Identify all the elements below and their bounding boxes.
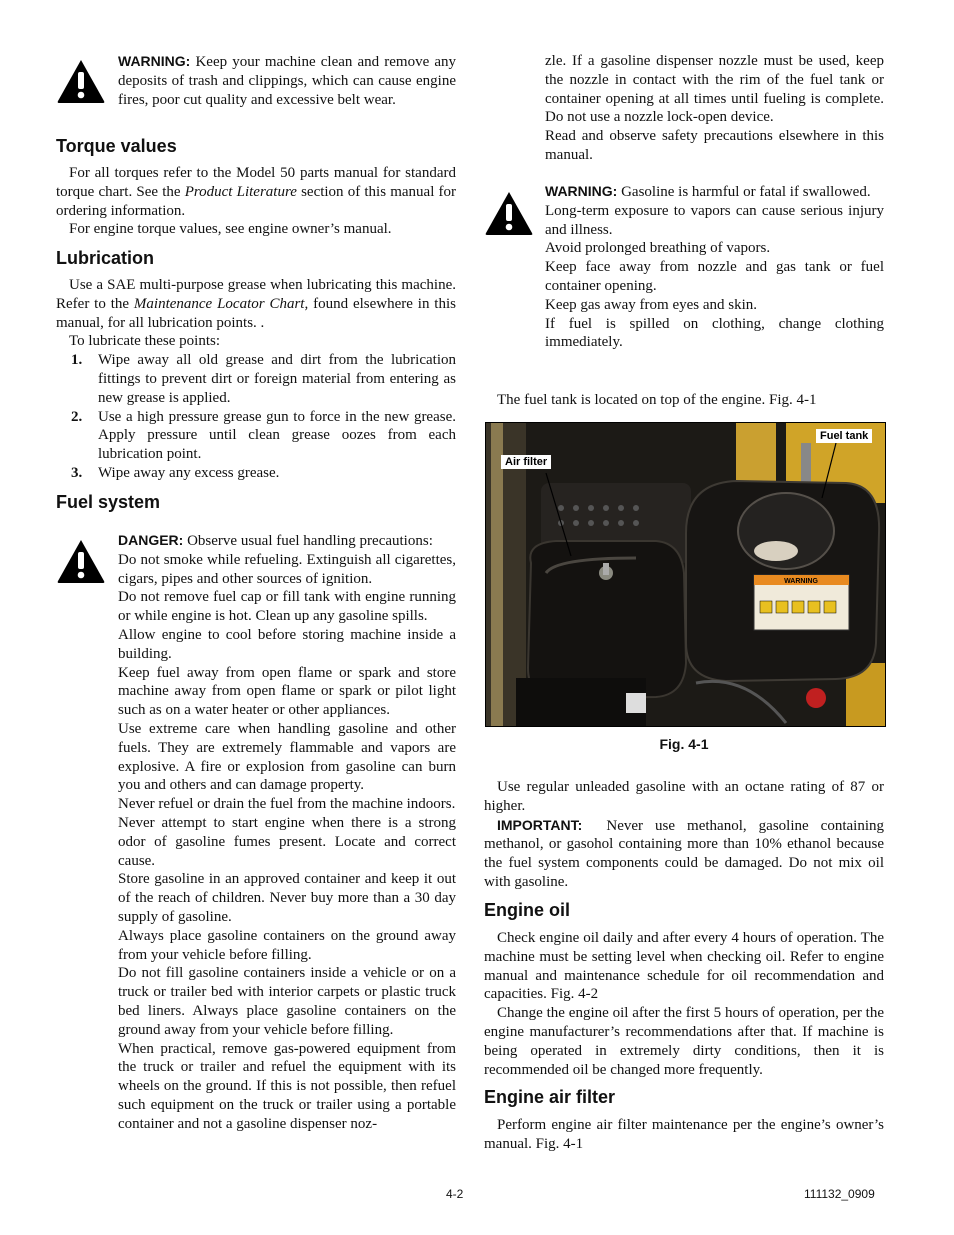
warning-clean-body: Keep your machine clean and remove any deposits of trash and clippings, which can cause engine fires, poor cut quality and excessive belt wear. [118,54,457,108]
important-label: IMPORTANT: [497,816,583,833]
page-number: 4-2 [446,1187,464,1201]
figure-caption: Fig. 4-1 [659,736,709,752]
warning-block-clean [56,52,456,109]
document-number: 111132_0909 [804,1187,875,1201]
danger-intro: DANGER: Observe usual fuel handling precautions: [118,532,433,549]
sticker-warning-text: WARNING [784,578,818,585]
air-filter-paragraph: Perform engine air filter maintenance per the engine’s owner’s manual. Fig. 4-1 [484,1117,884,1152]
engine-oil-section [484,929,884,1079]
warning-triangle-icon [56,58,106,104]
read-safety-text: Read and observe safety precautions elsewhere in this manual. [545,128,884,163]
fuel-tank-location-text: The fuel tank is located on top of the engine. Fig. 4-1 [497,392,817,408]
warning-label: WARNING: [118,53,191,69]
heading-fuel-system: Fuel system [56,492,161,512]
list-item: 2. Use a high pressure grease gun to force in the new grease. Apply pressure until clean grease oozes from each lubrication point. [71,408,456,463]
nozzle-continuation [545,52,884,165]
callout-fuel-tank: Fuel tank [816,429,872,443]
heading-engine-oil: Engine oil [484,900,571,920]
lubrication-steps [56,351,456,483]
octane-text: Use regular unleaded gasoline with an octane rating of 87 or higher. [484,779,884,814]
gasoline-warning-item: Keep gas away from eyes and skin. [545,296,758,313]
callout-air-filter: Air filter [501,455,551,469]
gasoline-warning-item: Keep face away from nozzle and gas tank or fuel container opening. [545,259,884,294]
danger-block [56,531,456,1134]
nozzle-text: zle. If a gasoline dispenser nozzle must be used, keep the nozzle in contact with the rim of the fuel tank or container opening at all times until fueling is complete. Do not use a nozzle lock-open device. [545,53,884,126]
danger-item: Store gasoline in an approved container and keep it out of the reach of children. Never buy more than a 30 day supply of gasoline. [118,871,456,925]
danger-triangle-icon [56,538,106,584]
heading-engine-air-filter: Engine air filter [484,1087,616,1107]
heading-torque-values: Torque values [56,136,177,156]
gasoline-type-section [484,778,884,892]
engine-oil-paragraph-2: Change the engine oil after the first 5 hours of operation, per the engine manufacturer’s recommendations after that. If machine is being operated in extremely dirty conditions, then it is recommended oil be changed more frequently. [484,1005,884,1078]
lubrication-paragraph-2: To lubricate these points: [69,333,220,350]
danger-label: DANGER: [118,532,184,548]
air-filter-section [484,1116,884,1154]
gasoline-warning-intro: WARNING: Gasoline is harmful or fatal if swallowed. [545,183,871,200]
engine-photo [485,422,886,727]
gasoline-warning-item: If fuel is spilled on clothing, change clothing immediately. [545,315,884,351]
lubrication-section [56,276,456,483]
torque-paragraph-1: For all torques refer to the Model 50 parts manual for standard torque chart. See the Product Literature section of this manual for ordering information. [56,165,457,219]
heading-lubrication: Lubrication [56,248,154,268]
danger-item: Do not remove fuel cap or fill tank with engine running or while engine is hot. Clean up any gasoline spills. [118,589,456,625]
danger-item: Never attempt to start engine when there is a strong odor of gasoline fumes present. Locate and correct cause. [118,814,456,869]
torque-section [56,164,456,239]
danger-item: Always place gasoline containers on the ground away from your vehicle before filling. [118,927,456,963]
danger-item: Keep fuel away from open flame or spark and store machine away from open flame or spark or pilot light such as on a water heater or other appliances. [118,664,456,719]
important-note: IMPORTANT: Never use methanol, gasoline containing methanol, or gasohol containing more than 10% ethanol because the fuel system components could be damaged. Do not mix oil with gasoline. [484,816,884,890]
gasoline-warning-block [484,182,884,352]
danger-item: Never refuel or drain the fuel from the machine indoors. [118,796,456,813]
danger-item: When practical, remove gas-powered equipment from the truck or trailer and refuel the equipment with its wheels on the ground. If this is not possible, then refuel such equipment on the truck or trailer using a portable container and not a gasoline dispenser noz- [118,1040,456,1132]
gasoline-warning-item: Long-term exposure to vapors can cause serious injury and illness. [545,202,884,238]
gasoline-warning-item: Avoid prolonged breathing of vapors. [545,240,771,257]
engine-oil-paragraph-1: Check engine oil daily and after every 4 hours of operation. The machine must be setting level when checking oil. Refer to engine manual and maintenance schedule for oil recommendation and capacities. Fig. 4-2 [484,930,884,1003]
warning-triangle-icon [484,190,534,236]
danger-item: Do not fill gasoline containers inside a vehicle or on a truck or trailer bed with interior carpets or plastic truck bed liners. Always place gasoline containers on the ground away from your vehicle before filling. [118,965,456,1038]
list-item: 1. Wipe away all old grease and dirt from the lubrication fittings to prevent dirt or foreign material from entering as new grease is applied. [71,352,456,406]
warning-label: WARNING: [545,183,618,199]
danger-item: Allow engine to cool before storing machine inside a building. [118,626,456,662]
warning-clean-text [118,52,456,109]
torque-paragraph-2: For engine torque values, see engine owner’s manual. [69,221,392,238]
danger-item: Use extreme care when handling gasoline and other fuels. They are extremely flammable and vapors are explosive. A fire or explosion from gasoline can burn you and others and can damage property. [118,720,456,794]
lubrication-paragraph-1: Use a SAE multi-purpose grease when lubricating this machine. Refer to the Maintenance Locator Chart, found elsewhere in this manual, for all lubrication points. . [56,277,456,331]
list-item: 3. Wipe away any excess grease. [71,464,280,481]
danger-item: Do not smoke while refueling. Extinguish all cigarettes, cigars, pipes and other sources of ignition. [118,551,456,587]
